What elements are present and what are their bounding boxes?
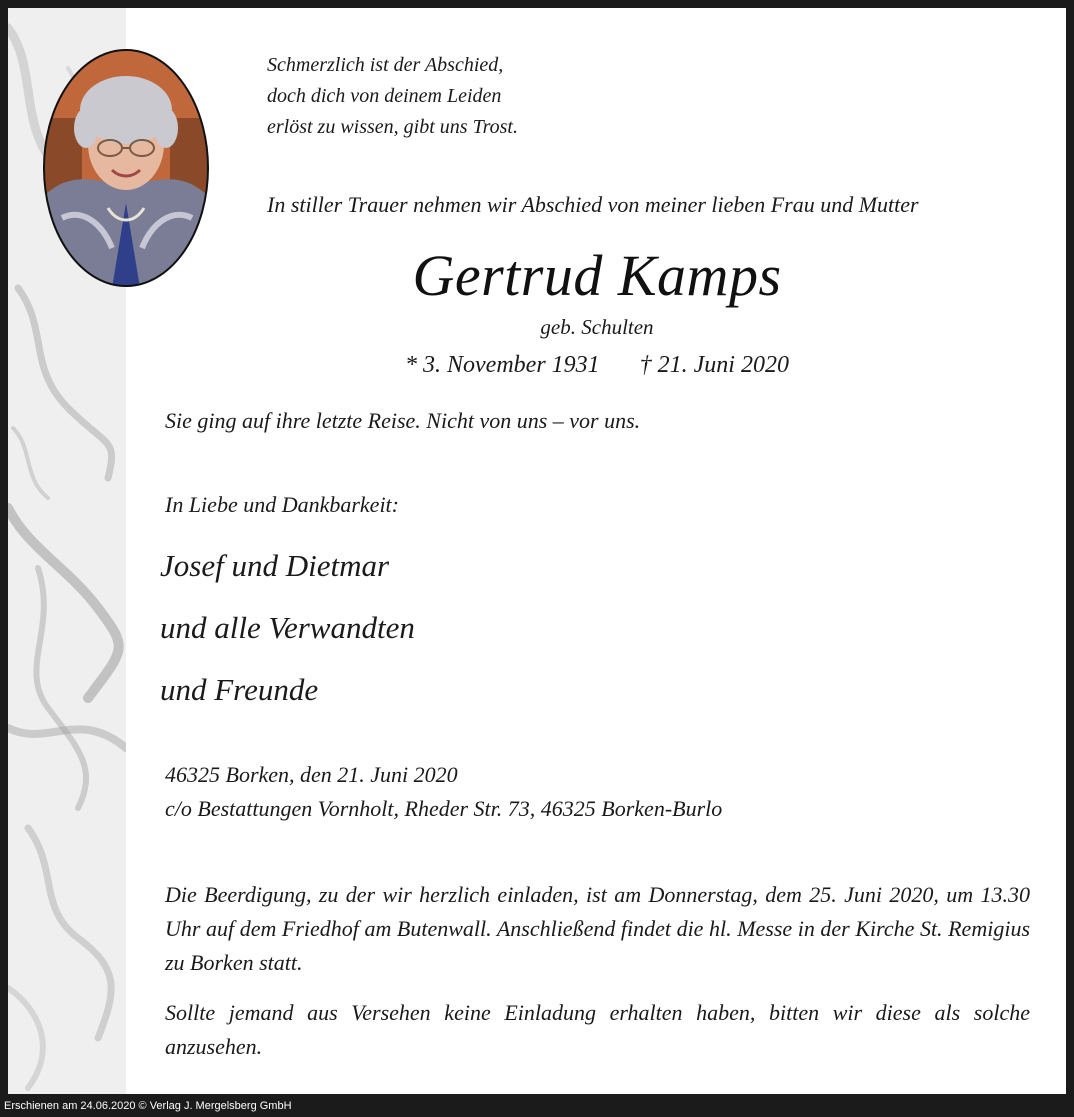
funeral-details: Die Beerdigung, zu der wir herzlich einladen, ist am Donnerstag, dem 25. Juni 2020, um 13.30 Uhr auf dem Friedhof am Butenwall. Anschließend findet die hl. Messe in der Kirche St. Remigius zu Borken statt. bbox=[165, 882, 1030, 975]
memorial-quote: Sie ging auf ihre letzte Reise. Nicht von uns – vor uns. bbox=[165, 408, 641, 433]
mourner-line: Josef und Dietmar bbox=[160, 548, 390, 583]
obituary-notice bbox=[8, 8, 1066, 1094]
mourner-line: und Freunde bbox=[160, 672, 319, 707]
birth-name: geb. Schulten bbox=[540, 315, 654, 339]
poem-line: doch dich von deinem Leiden bbox=[267, 85, 502, 107]
poem bbox=[267, 50, 518, 143]
life-dates bbox=[8, 352, 1066, 379]
gratitude-line: In Liebe und Dankbarkeit: bbox=[165, 492, 399, 517]
poem-line: Schmerzlich ist der Abschied, bbox=[267, 54, 504, 76]
mourner-line: und alle Verwandten bbox=[160, 610, 415, 645]
place-date: 46325 Borken, den 21. Juni 2020 bbox=[165, 762, 458, 787]
care-of-address: c/o Bestattungen Vornholt, Rheder Str. 73, 46325 Borken-Burlo bbox=[165, 796, 723, 821]
poem-line: erlöst zu wissen, gibt uns Trost. bbox=[267, 116, 518, 138]
mourning-intro: In stiller Trauer nehmen wir Abschied von meiner lieben Frau und Mutter bbox=[267, 192, 919, 217]
deceased-name: Gertrud Kamps bbox=[412, 243, 782, 308]
invitation-note: Sollte jemand aus Versehen keine Einladung erhalten haben, bitten wir diese als solche anzusehen. bbox=[165, 1000, 1030, 1059]
publication-footer: Erschienen am 24.06.2020 © Verlag J. Mergelsberg GmbH bbox=[4, 1100, 292, 1112]
birth-date: * 3. November 1931 bbox=[405, 352, 600, 378]
death-date: † 21. Juni 2020 bbox=[639, 352, 789, 378]
